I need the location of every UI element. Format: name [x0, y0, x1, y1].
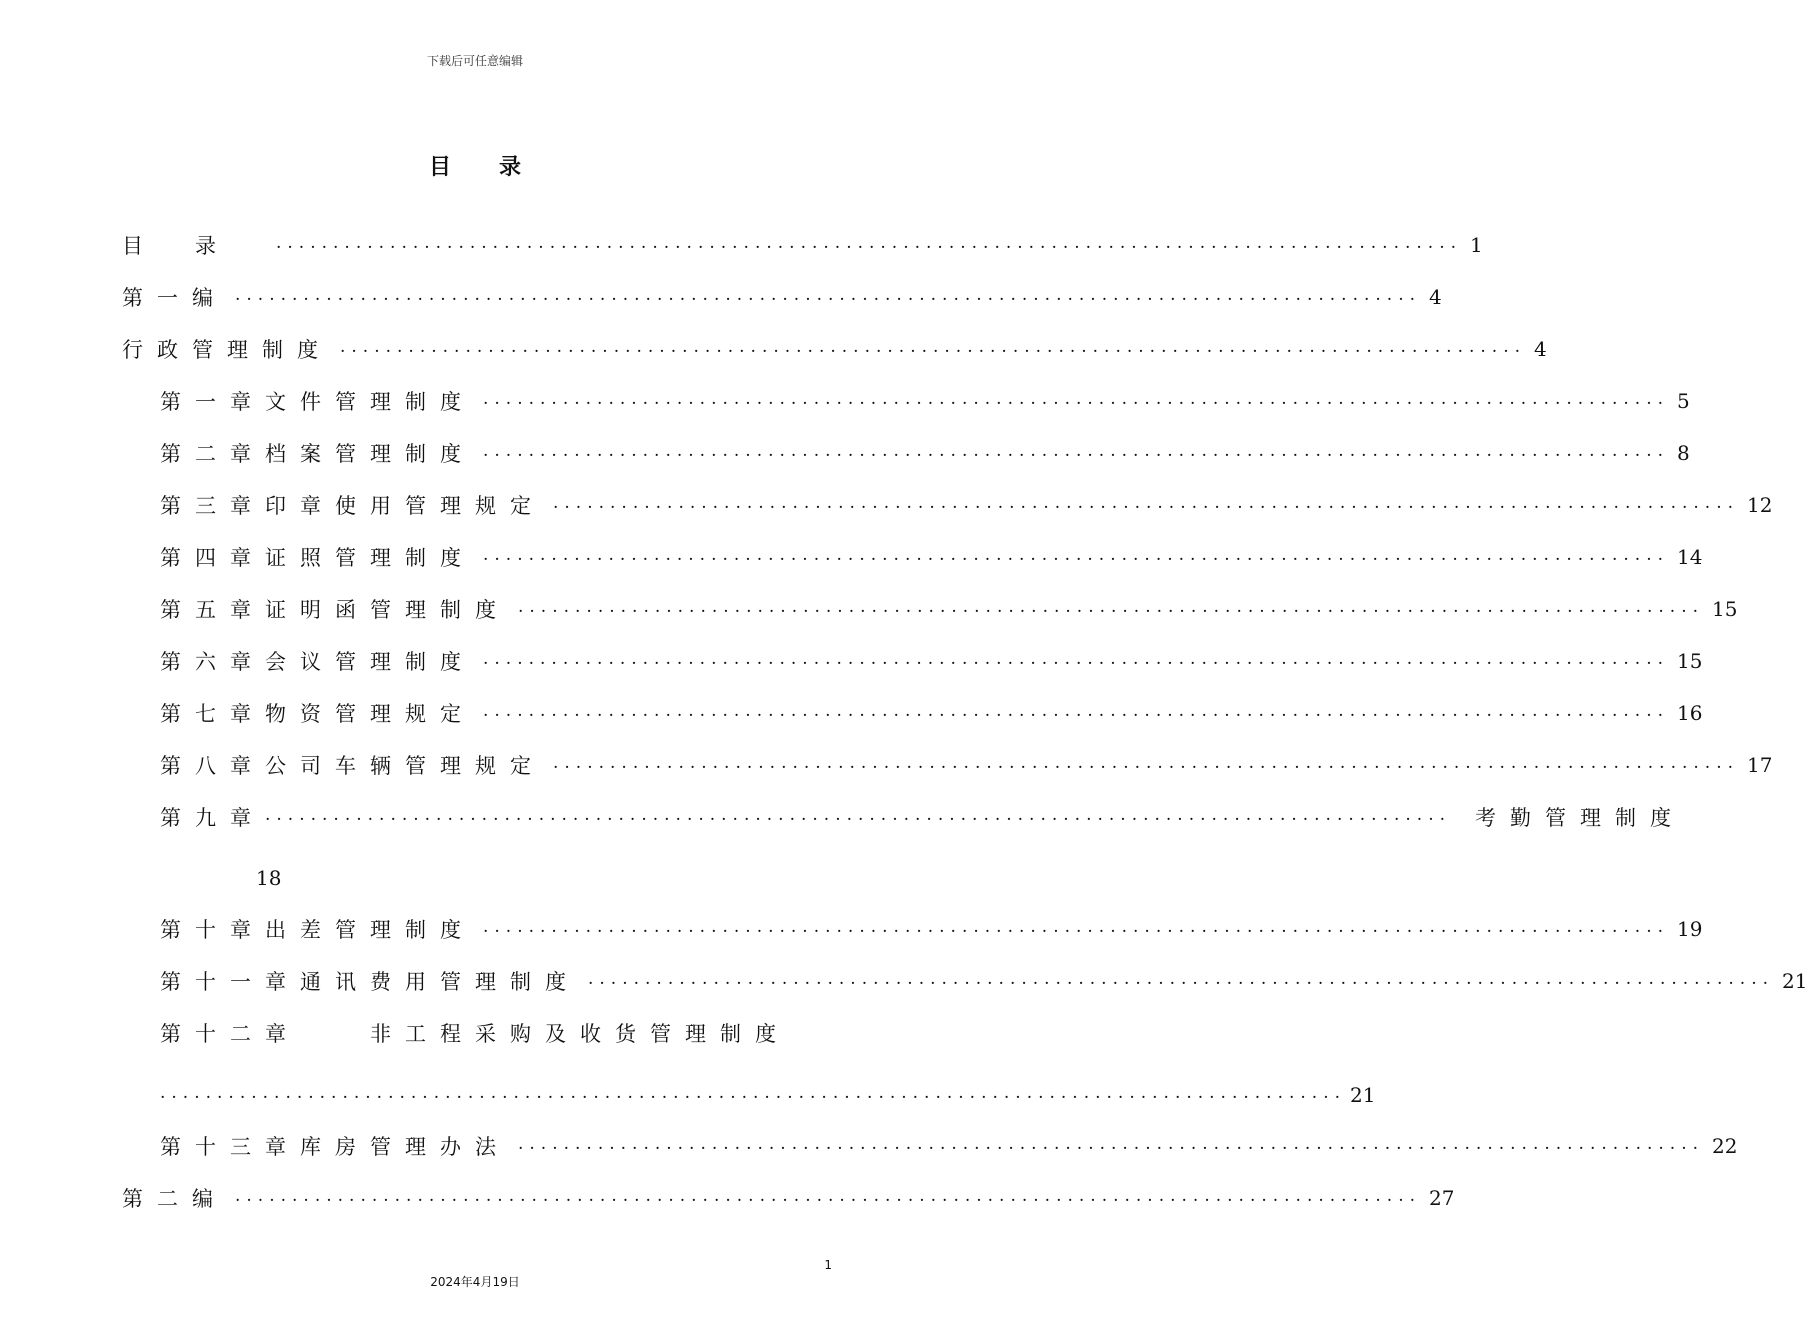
toc-entry-ch13[interactable]	[160, 1131, 1738, 1161]
dot-leader: ........................................................................................................	[276, 233, 1462, 253]
toc-entry-mulu[interactable]	[122, 230, 1483, 260]
chapter-title: 出差管理制度	[265, 918, 475, 942]
chapter-number: 第十章	[160, 918, 265, 942]
toc-entry-xingzheng[interactable]	[122, 334, 1547, 364]
page-number: 1	[824, 1258, 832, 1272]
dot-leader: ........................................................................................................	[340, 337, 1526, 357]
toc-entry-ch9[interactable]	[160, 802, 1685, 832]
toc-entry-bian1[interactable]	[122, 282, 1442, 312]
dot-leader: ........................................................................................................	[483, 649, 1669, 669]
toc-entry-ch8[interactable]	[160, 750, 1773, 780]
chapter-title: 会议管理制度	[265, 650, 475, 674]
dot-leader: ........................................................................................................	[483, 441, 1669, 461]
toc-page-number: 15	[1712, 597, 1738, 621]
toc-entry-ch12[interactable]	[160, 1018, 822, 1048]
chapter-number: 第八章	[160, 754, 265, 778]
toc-page-number: 12	[1747, 493, 1773, 517]
chapter-title: 库房管理办法	[300, 1135, 510, 1159]
chapter-number: 第一章	[160, 390, 265, 414]
footer-date: 2024年4月19日	[430, 1275, 520, 1289]
toc-entry-ch6[interactable]	[160, 646, 1703, 676]
toc-page-number: 8	[1677, 441, 1690, 465]
toc-page-number: 5	[1677, 389, 1690, 413]
toc-entry-ch11[interactable]	[160, 966, 1807, 996]
toc-entry-ch3[interactable]	[160, 490, 1773, 520]
toc-page-number: 21	[1350, 1083, 1376, 1107]
toc-entry-ch10[interactable]	[160, 914, 1703, 944]
page-header-note: 下载后可任意编辑	[426, 54, 523, 68]
dot-leader: ........................................................................................................	[553, 753, 1739, 773]
toc-entry-label: 第一编	[122, 286, 227, 310]
toc-entry-ch1[interactable]	[160, 386, 1690, 416]
toc-page-number: 1	[1470, 233, 1483, 257]
chapter-number: 第四章	[160, 546, 265, 570]
toc-entry-bian2[interactable]	[122, 1183, 1455, 1213]
toc-page-number: 18	[256, 866, 282, 890]
chapter-number: 第三章	[160, 494, 265, 518]
toc-entry-ch4[interactable]	[160, 542, 1703, 572]
chapter-number: 第十二章	[160, 1022, 300, 1046]
toc-entry-ch5[interactable]	[160, 594, 1738, 624]
chapter-title: 非工程采购及收货管理制度	[370, 1022, 790, 1046]
dot-leader: ........................................................................................................	[588, 969, 1774, 989]
chapter-title: 印章使用管理规定	[265, 494, 545, 518]
toc-page-number: 15	[1677, 649, 1703, 673]
toc-entry-ch7[interactable]	[160, 698, 1703, 728]
chapter-number: 第六章	[160, 650, 265, 674]
dot-leader: ........................................................................................................	[265, 805, 1451, 825]
toc-entry-label: 行政管理制度	[122, 338, 332, 362]
dot-leader: ........................................................................................................	[518, 597, 1704, 617]
page-title: 目录	[428, 154, 569, 180]
chapter-number: 第十一章	[160, 970, 300, 994]
chapter-title: 通讯费用管理制度	[300, 970, 580, 994]
toc-entry-ch12-leader	[160, 1080, 1376, 1110]
chapter-number: 第二章	[160, 442, 265, 466]
toc-page-number: 21	[1782, 969, 1807, 993]
chapter-title: 物资管理规定	[265, 702, 475, 726]
dot-leader: ........................................................................................................	[235, 1186, 1421, 1206]
toc-page-number: 22	[1712, 1134, 1738, 1158]
dot-leader: ........................................................................................................	[483, 917, 1669, 937]
toc-page-number: 17	[1747, 753, 1773, 777]
chapter-title: 文件管理制度	[265, 390, 475, 414]
dot-leader: ........................................................................................................	[553, 493, 1739, 513]
toc-page-number: 27	[1429, 1186, 1455, 1210]
toc-page-number: 4	[1534, 337, 1547, 361]
toc-page-number: 19	[1677, 917, 1703, 941]
dot-leader: ........................................................................................................	[518, 1134, 1704, 1154]
chapter-number: 第七章	[160, 702, 265, 726]
chapter-title: 考勤管理制度	[1475, 806, 1685, 830]
chapter-number: 第五章	[160, 598, 265, 622]
dot-leader: ........................................................................................................	[483, 545, 1669, 565]
chapter-title: 证明函管理制度	[265, 598, 510, 622]
chapter-title: 证照管理制度	[265, 546, 475, 570]
dot-leader: ........................................................................................................	[483, 701, 1669, 721]
toc-entry-label: 目录	[122, 234, 268, 258]
toc-page-number: 4	[1429, 285, 1442, 309]
toc-page-number: 14	[1677, 545, 1703, 569]
dot-leader: ........................................................................................................	[483, 389, 1669, 409]
dot-leader: ........................................................................................................	[160, 1083, 1346, 1103]
chapter-number: 第十三章	[160, 1135, 300, 1159]
chapter-number: 第九章	[160, 806, 265, 830]
toc-entry-ch2[interactable]	[160, 438, 1690, 468]
toc-entry-label: 第二编	[122, 1187, 227, 1211]
chapter-title: 公司车辆管理规定	[265, 754, 545, 778]
chapter-title: 档案管理制度	[265, 442, 475, 466]
dot-leader: ........................................................................................................	[235, 285, 1421, 305]
toc-page-number: 16	[1677, 701, 1703, 725]
